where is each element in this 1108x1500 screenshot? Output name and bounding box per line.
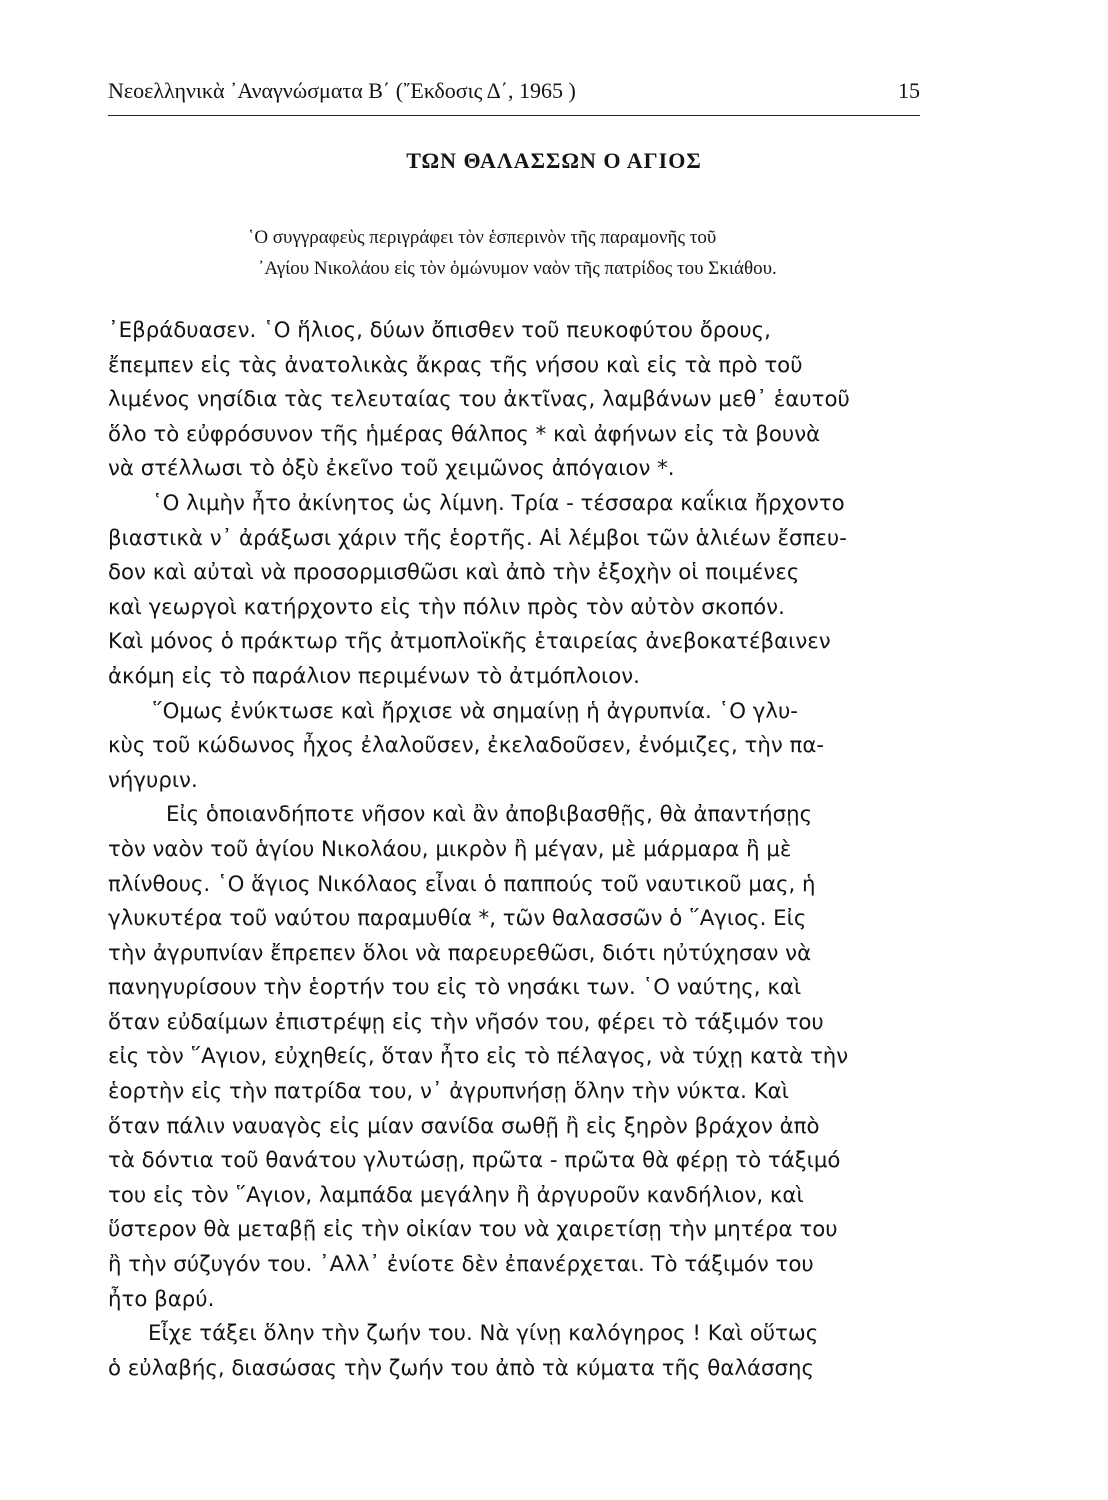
text-line: τὰ δόντια τοῦ θανάτου γλυτώσῃ, πρῶτα - πρῶτα θὰ φέρῃ τὸ τάξιμό (108, 1148, 841, 1174)
header-rule (108, 115, 920, 116)
intro-line: ῾Ο συγγραφεὺς περιγράφει τὸν ἑσπερινὸν τῆς παραμονῆς τοῦ (248, 227, 717, 248)
text-line: νὰ στέλλωσι τὸ ὀξὺ ἐκεῖνο τοῦ χειμῶνος ἀπόγαιον *. (108, 456, 675, 482)
text-line: νήγυριν. (108, 767, 198, 793)
text-line: ῾Ο λιμὴν ἦτο ἀκίνητος ὡς λίμνη. Τρία - τέσσαρα καΐκια ἤρχοντο (152, 490, 845, 516)
text-line: ὅταν εὐδαίμων ἐπιστρέψῃ εἰς τὴν νῆσόν του, φέρει τὸ τάξιμόν του (108, 1009, 824, 1035)
text-line: του εἰς τὸν ῞Αγιον, λαμπάδα μεγάλην ἢ ἀργυροῦν κανδήλιον, καὶ (108, 1182, 804, 1208)
page-number: 15 (898, 78, 920, 103)
chapter-title: ΤΩΝ ΘΑΛΑΣΣΩΝ Ο ΑΓΙΟΣ (406, 148, 702, 173)
text-line: ἦτο βαρύ. (108, 1286, 215, 1312)
text-line: κὺς τοῦ κώδωνος ἦχος ἐλαλοῦσεν, ἐκελαδοῦσεν, ἐνόμιζες, τὴν πα- (108, 733, 825, 759)
text-line: εἰς τὸν ῞Αγιον, εὐχηθείς, ὅταν ἦτο εἰς τὸ πέλαγος, νὰ τύχῃ κατὰ τὴν (108, 1044, 849, 1070)
text-line: γλυκυτέρα τοῦ ναύτου παραμυθία *, τῶν θαλασσῶν ὁ ῞Αγιος. Εἰς (108, 906, 807, 932)
body-text (108, 314, 926, 1386)
intro-line: ᾿Αγίου Νικολάου εἰς τὸν ὁμώνυμον ναὸν τῆς πατρίδος του Σκιάθου. (258, 258, 777, 279)
text-line: καὶ γεωργοὶ κατήρχοντο εἰς τὴν πόλιν πρὸς τὸν αὐτὸν σκοπόν. (108, 594, 785, 620)
text-line: ἢ τὴν σύζυγόν του. ᾿Αλλ᾿ ἐνίοτε δὲν ἐπανέρχεται. Τὸ τάξιμόν του (108, 1252, 814, 1278)
text-line: πλίνθους. ῾Ο ἅγιος Νικόλαος εἶναι ὁ παππούς τοῦ ναυτικοῦ μας, ἡ (108, 871, 816, 897)
text-line: ῞Ομως ἐνύκτωσε καὶ ἤρχισε νὰ σημαίνῃ ἡ ἀγρυπνία. ῾Ο γλυ- (152, 698, 798, 724)
running-header (108, 78, 920, 104)
text-line: τὴν ἀγρυπνίαν ἔπρεπεν ὅλοι νὰ παρευρεθῶσι, διότι ηὐτύχησαν νὰ (108, 940, 812, 966)
text-line: ἔπεμπεν εἰς τὰς ἀνατολικὰς ἄκρας τῆς νήσου καὶ εἰς τὰ πρὸ τοῦ (108, 352, 803, 378)
text-line: πανηγυρίσουν τὴν ἑορτήν του εἰς τὸ νησάκι των. ῾Ο ναύτης, καὶ (108, 975, 802, 1001)
text-line: ἀκόμη εἰς τὸ παράλιον περιμένων τὸ ἀτμόπλοιον. (108, 663, 640, 689)
text-line: Εἰς ὁποιανδήποτε νῆσον καὶ ἂν ἀποβιβασθῇς, θὰ ἀπαντήσῃς (166, 802, 813, 828)
intro-note (248, 222, 928, 284)
text-line: λιμένος νησίδια τὰς τελευταίας του ἀκτῖνας, λαμβάνων μεθ᾿ ἑαυτοῦ (108, 387, 850, 413)
text-line: Καὶ μόνος ὁ πράκτωρ τῆς ἀτμοπλοϊκῆς ἑταιρείας ἀνεβοκατέβαινεν (108, 629, 831, 655)
text-line: τὸν ναὸν τοῦ ἁγίου Νικολάου, μικρὸν ἢ μέγαν, μὲ μάρμαρα ἢ μὲ (108, 836, 792, 862)
text-line: ὕστερον θὰ μεταβῇ εἰς τὴν οἰκίαν του νὰ χαιρετίσῃ τὴν μητέρα του (108, 1217, 838, 1243)
text-line: ὁ εὐλαβής, διασώσας τὴν ζωήν του ἀπὸ τὰ κύματα τῆς θαλάσσης (108, 1355, 814, 1381)
running-title: Νεοελληνικὰ ᾿Αναγνώσματα Β΄ (῎Εκδοσις Δ΄, 1965 ) (108, 78, 576, 103)
text-line: βιαστικὰ ν᾿ ἀράξωσι χάριν τῆς ἑορτῆς. Αἱ λέμβοι τῶν ἁλιέων ἔσπευ- (108, 525, 847, 551)
text-line: ἑορτὴν εἰς τὴν πατρίδα του, ν᾿ ἀγρυπνήσῃ ὅλην τὴν νύκτα. Καὶ (108, 1079, 789, 1105)
text-line: ὅταν πάλιν ναυαγὸς εἰς μίαν σανίδα σωθῇ ἢ εἰς ξηρὸν βράχον ἀπὸ (108, 1113, 820, 1139)
text-line: ᾿Εβράδυασεν. ῾Ο ἥλιος, δύων ὄπισθεν τοῦ πευκοφύτου ὄρους, (108, 318, 771, 343)
text-line: ὅλο τὸ εὐφρόσυνον τῆς ἡμέρας θάλπος * καὶ ἀφήνων εἰς τὰ βουνὰ (108, 421, 821, 447)
text-line: δον καὶ αὐταὶ νὰ προσορμισθῶσι καὶ ἀπὸ τὴν ἐξοχὴν οἱ ποιμένες (108, 560, 800, 586)
text-line: Εἶχε τάξει ὅλην τὴν ζωήν του. Νὰ γίνῃ καλόγηρος ! Καὶ οὕτως (148, 1321, 819, 1347)
